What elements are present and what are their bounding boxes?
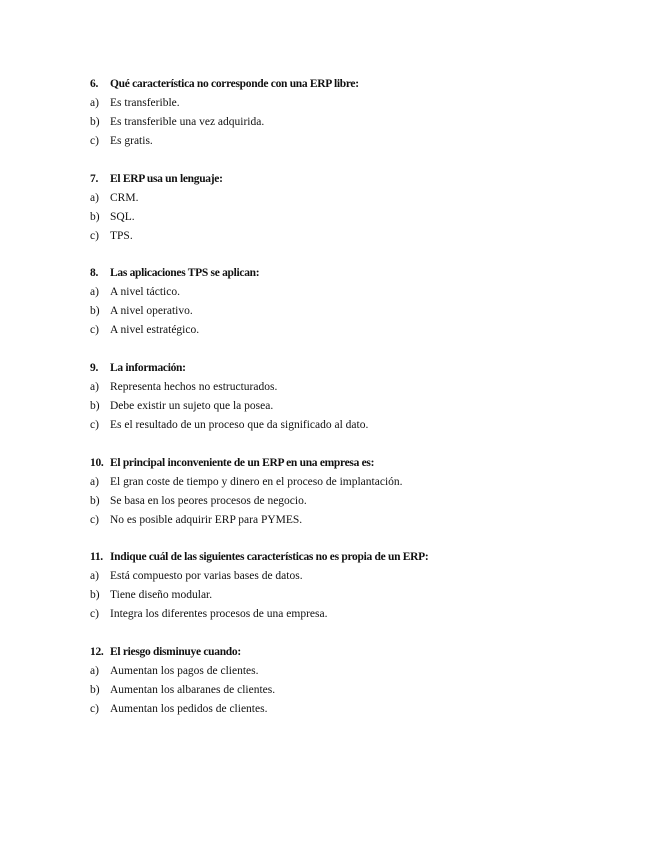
option-c: [90, 131, 630, 150]
option-text: Es transferible una vez adquirida.: [110, 115, 265, 128]
option-letter: b): [90, 115, 100, 128]
option-text: Se basa en los peores procesos de negocio.: [110, 494, 307, 507]
option-text: A nivel táctico.: [110, 285, 180, 298]
option-text: Debe existir un sujeto que la posea.: [110, 399, 274, 412]
option-text: A nivel estratégico.: [110, 323, 200, 336]
option-letter: b): [90, 494, 100, 507]
option-text: SQL.: [110, 210, 135, 223]
option-b: [90, 680, 630, 699]
question-heading: [90, 169, 630, 188]
option-b: [90, 301, 630, 320]
option-text: Aumentan los albaranes de clientes.: [110, 683, 276, 696]
question-text: Las aplicaciones TPS se aplican:: [110, 266, 260, 279]
option-c: [90, 699, 630, 718]
option-c: [90, 510, 630, 529]
option-letter: b): [90, 210, 100, 223]
option-text: Es el resultado de un proceso que da significado al dato.: [110, 418, 369, 431]
option-text: El gran coste de tiempo y dinero en el proceso de implantación.: [110, 475, 403, 488]
option-b: [90, 112, 630, 131]
question-number: 11.: [90, 550, 103, 563]
question-heading: [90, 358, 630, 377]
option-letter: a): [90, 569, 99, 582]
option-a: [90, 377, 630, 396]
option-letter: c): [90, 607, 99, 620]
option-text: Integra los diferentes procesos de una empresa.: [110, 607, 328, 620]
option-letter: c): [90, 229, 99, 242]
option-text: Representa hechos no estructurados.: [110, 380, 278, 393]
question-number: 7.: [90, 172, 99, 185]
question-text: El riesgo disminuye cuando:: [110, 645, 241, 658]
question-number: 12.: [90, 645, 104, 658]
option-text: Es transferible.: [110, 96, 180, 109]
question-text: El ERP usa un lenguaje:: [110, 172, 223, 185]
option-text: Aumentan los pedidos de clientes.: [110, 702, 268, 715]
option-text: Aumentan los pagos de clientes.: [110, 664, 259, 677]
question-8: [90, 263, 630, 339]
question-text: Indique cuál de las siguientes características no es propia de un ERP:: [110, 550, 429, 563]
option-b: [90, 491, 630, 510]
question-heading: [90, 74, 630, 93]
option-text: Es gratis.: [110, 134, 153, 147]
question-text: El principal inconveniente de un ERP en una empresa es:: [110, 456, 375, 469]
question-10: [90, 453, 630, 529]
option-text: Tiene diseño modular.: [110, 588, 213, 601]
option-text: A nivel operativo.: [110, 304, 193, 317]
question-number: 8.: [90, 266, 99, 279]
option-a: [90, 566, 630, 585]
option-text: No es posible adquirir ERP para PYMES.: [110, 513, 303, 526]
option-letter: c): [90, 418, 99, 431]
option-b: [90, 396, 630, 415]
option-letter: a): [90, 664, 99, 677]
question-7: [90, 169, 630, 245]
question-11: [90, 547, 630, 623]
option-text: TPS.: [110, 229, 133, 242]
option-c: [90, 415, 630, 434]
question-text: La información:: [110, 361, 186, 374]
option-letter: b): [90, 399, 100, 412]
option-text: Está compuesto por varias bases de datos.: [110, 569, 303, 582]
option-c: [90, 604, 630, 623]
option-a: [90, 282, 630, 301]
option-text: CRM.: [110, 191, 139, 204]
option-letter: a): [90, 475, 99, 488]
question-number: 10.: [90, 456, 104, 469]
option-b: [90, 585, 630, 604]
option-c: [90, 226, 630, 245]
option-c: [90, 320, 630, 339]
option-letter: c): [90, 513, 99, 526]
question-number: 6.: [90, 77, 99, 90]
option-letter: c): [90, 702, 99, 715]
option-a: [90, 188, 630, 207]
option-letter: c): [90, 134, 99, 147]
question-heading: [90, 547, 630, 566]
option-a: [90, 93, 630, 112]
option-b: [90, 207, 630, 226]
question-heading: [90, 453, 630, 472]
question-heading: [90, 263, 630, 282]
option-letter: b): [90, 304, 100, 317]
question-6: [90, 74, 630, 150]
option-letter: b): [90, 683, 100, 696]
question-number: 9.: [90, 361, 99, 374]
option-letter: a): [90, 380, 99, 393]
option-a: [90, 472, 630, 491]
question-text: Qué característica no corresponde con una ERP libre:: [110, 77, 359, 90]
option-letter: a): [90, 96, 99, 109]
question-12: [90, 642, 630, 718]
question-heading: [90, 642, 630, 661]
option-a: [90, 661, 630, 680]
option-letter: a): [90, 285, 99, 298]
option-letter: a): [90, 191, 99, 204]
option-letter: c): [90, 323, 99, 336]
question-9: [90, 358, 630, 434]
option-letter: b): [90, 588, 100, 601]
